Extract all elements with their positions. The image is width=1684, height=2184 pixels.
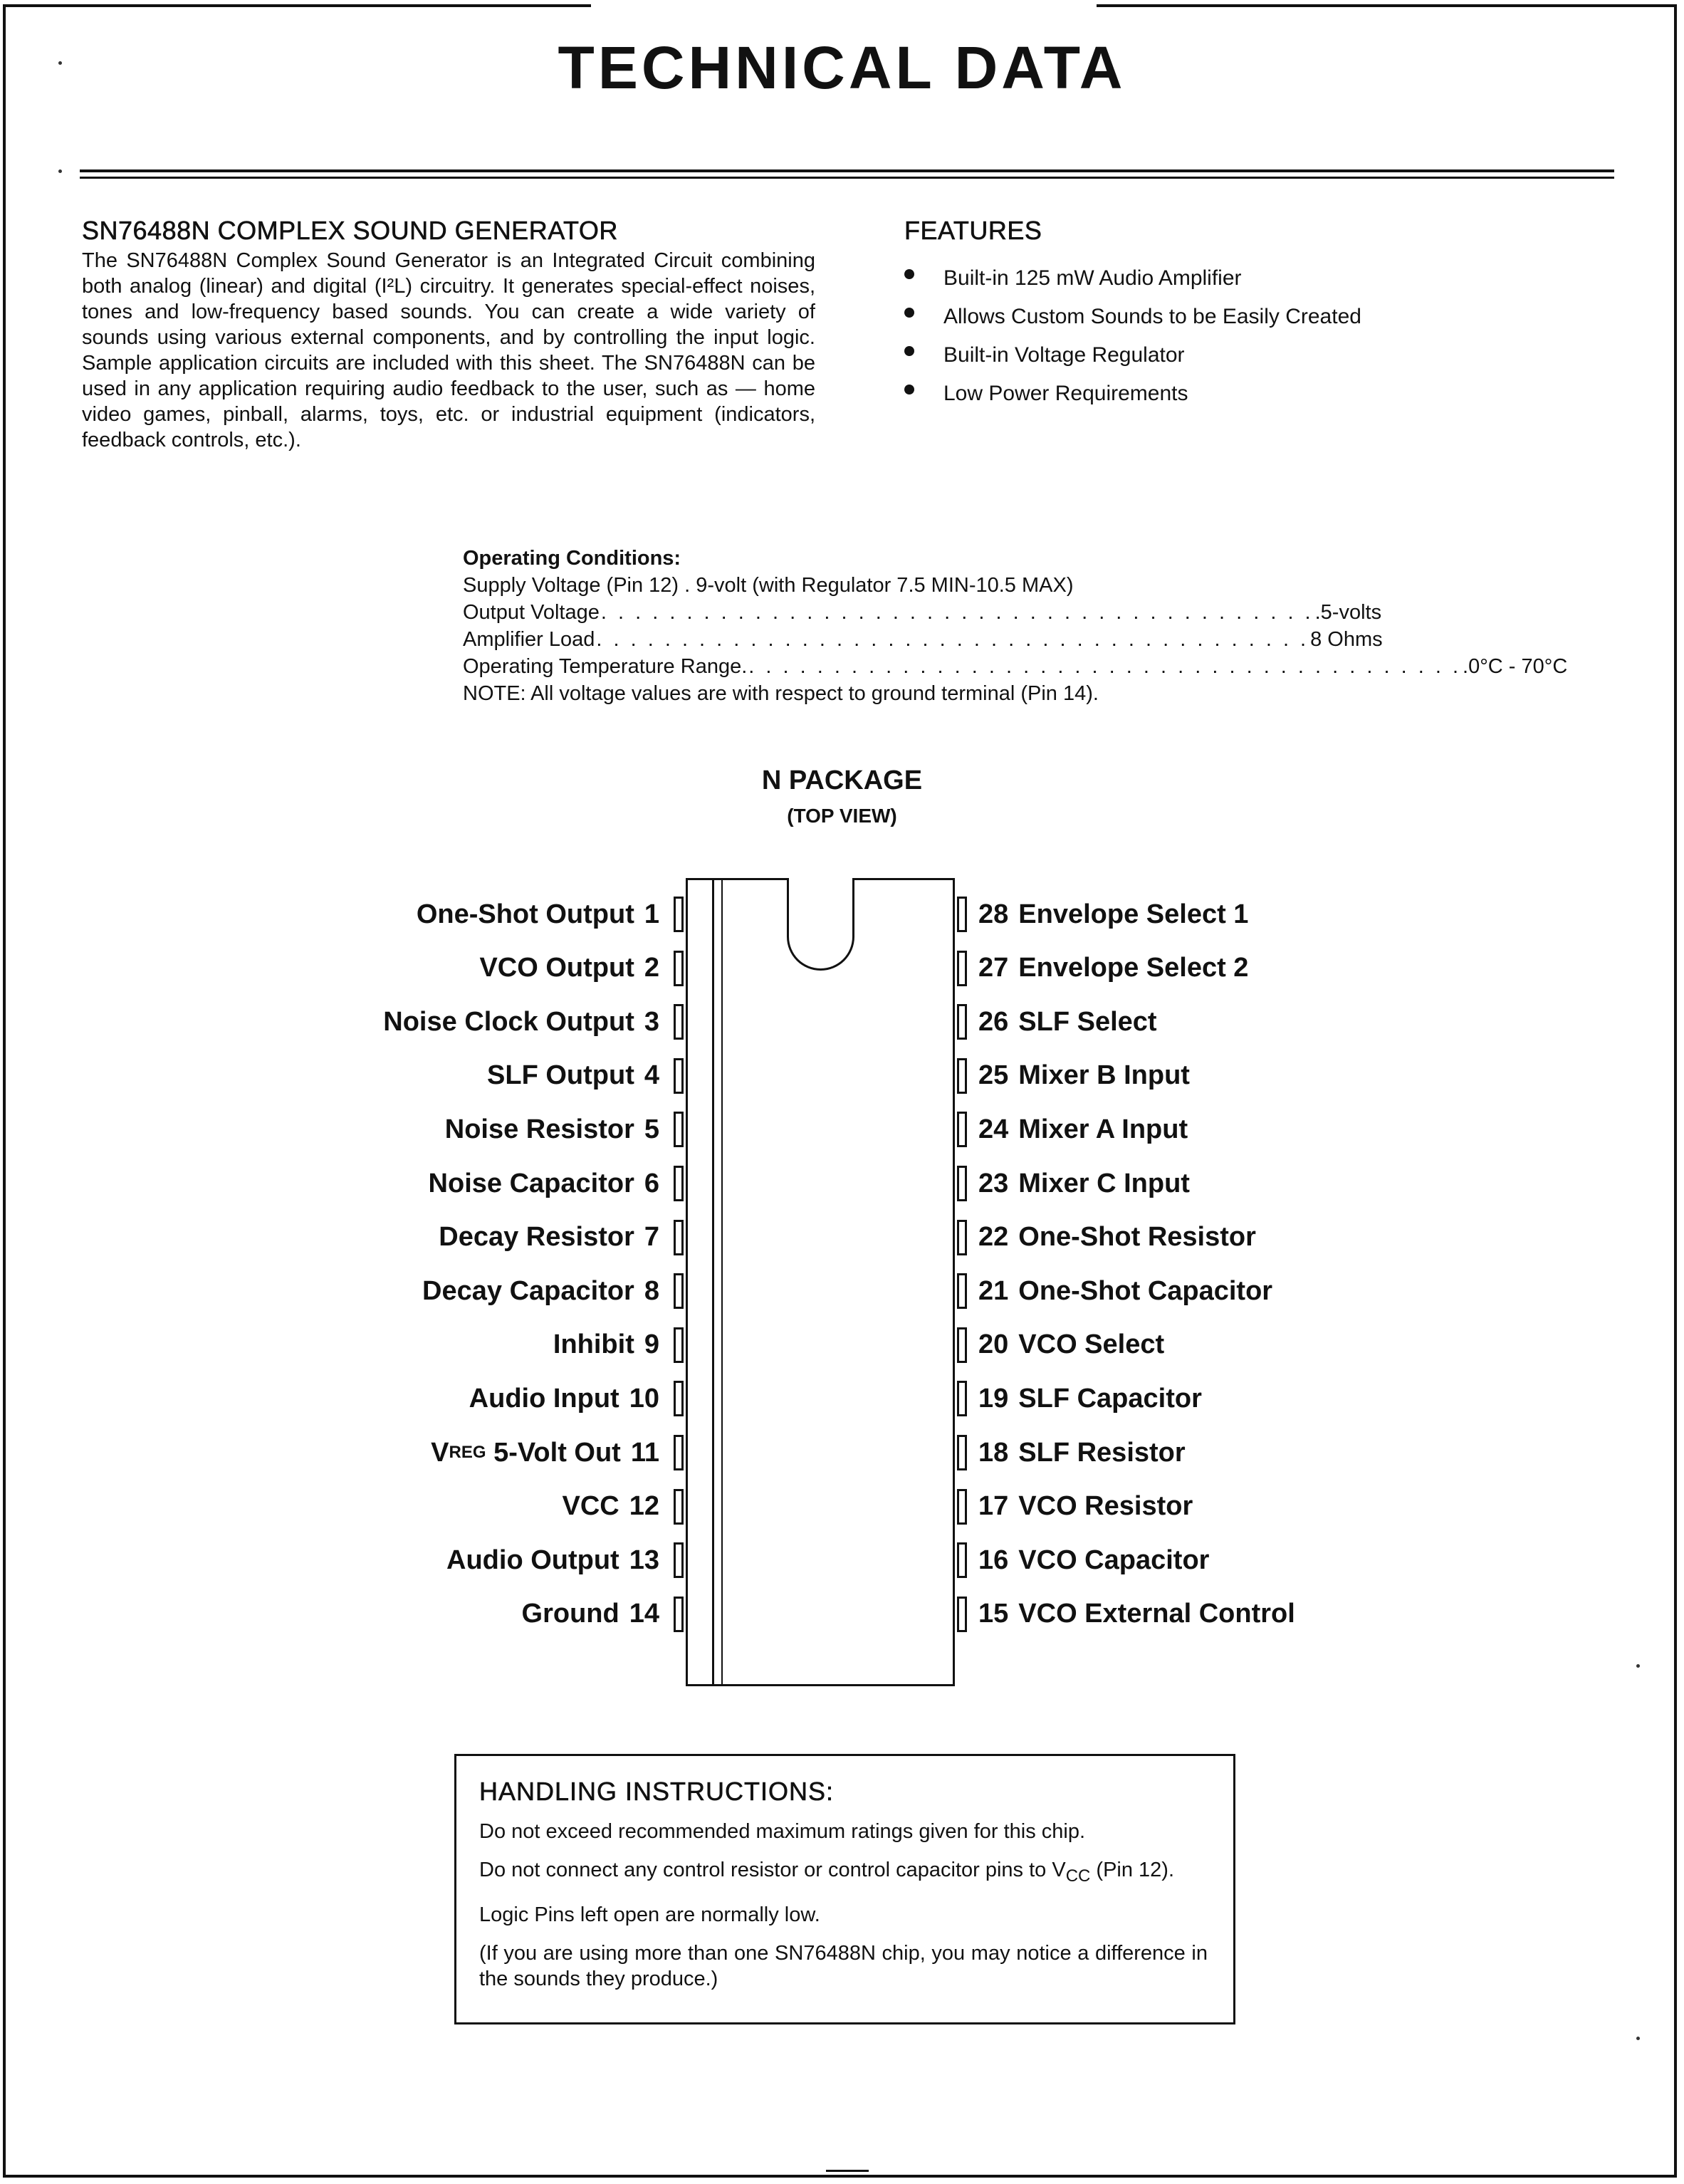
handling-line: (If you are using more than one SN76488N chip, you may notice a difference in the sounds they produce.)	[479, 1941, 1208, 1990]
pin-label-left	[214, 1379, 669, 1418]
pin-lead	[957, 1381, 967, 1416]
scan-speck	[58, 61, 62, 65]
pin-name: Envelope Select 2	[1018, 953, 1249, 983]
page-title: TECHNICAL DATA	[558, 34, 1126, 101]
feature-item: Allows Custom Sounds to be Easily Created	[904, 298, 1652, 336]
pin-number: 20	[978, 1329, 1009, 1360]
features-section	[904, 216, 1652, 413]
pin-label-right	[968, 1594, 1609, 1634]
pin-label-right	[968, 1540, 1609, 1580]
pin-name: SLF Output	[487, 1060, 634, 1091]
pin-number: 5	[644, 1114, 659, 1144]
scan-speck	[1636, 2037, 1640, 2040]
handling-line: Do not connect any control resistor or control capacitor pins to $V_{CC}$ (Pin 12).	[479, 1859, 1175, 1886]
ic-body-edge-line	[712, 878, 714, 1686]
pin-label-right	[968, 1325, 1609, 1365]
pin-label-left	[214, 1164, 669, 1203]
pin-number: 15	[978, 1599, 1009, 1629]
pin-number: 11	[630, 1437, 659, 1468]
page-frame-top-left	[3, 4, 591, 7]
pin-label-left	[214, 1002, 669, 1042]
product-description	[82, 248, 815, 453]
pin-name: One-Shot Capacitor	[1018, 1275, 1273, 1306]
pin-number: 26	[978, 1006, 1009, 1037]
pin-number: 19	[978, 1383, 1009, 1414]
feature-item: Built-in Voltage Regulator	[904, 336, 1652, 375]
pin-number: 21	[978, 1275, 1009, 1306]
pin-number: 2	[644, 953, 659, 983]
pin-lead	[957, 1489, 967, 1525]
pin-lead	[674, 1327, 684, 1363]
pin-number: 7	[644, 1222, 659, 1253]
pin-name: VCO External Control	[1018, 1599, 1295, 1629]
feature-item: Built-in 125 mW Audio Amplifier	[904, 259, 1652, 298]
pin-lead	[957, 897, 967, 932]
pin-lead	[957, 1004, 967, 1040]
pin-lead	[674, 1597, 684, 1632]
product-description-text: The SN76488N Complex Sound Generator is an Integrated Circuit combining both analog (linear) and digital (I²L) circuitry. It generates special-effect noises, tones and low-frequency based sounds. You can create a wide variety of sounds using various external components, and by controlling the input logic. Sample application circuits are included with this sheet. The SN76488N can be used in any application requiring audio feedback to the user, such as — home video games, pinball, alarms, toys, etc. or industrial equipment (indicators, feedback controls, etc.).	[82, 249, 815, 451]
ic-body	[686, 878, 955, 1686]
operating-conditions	[463, 545, 1568, 707]
pin-lead	[957, 1597, 967, 1632]
pin-label-left	[214, 1056, 669, 1096]
pin-name: SLF Capacitor	[1018, 1383, 1202, 1414]
pin-label-left	[214, 1540, 669, 1580]
dot-leader: . . . . . . . . . . . . . . . . . . . . . . . . . . . . . . . . . . . . . . . . . .	[600, 601, 1314, 624]
pin-lead	[674, 1166, 684, 1201]
pin-name: SLF Select	[1018, 1006, 1157, 1037]
bullet-icon	[904, 269, 914, 279]
bullet-icon	[904, 308, 914, 318]
pin-name: Audio Input	[469, 1383, 619, 1414]
pin-label-left	[214, 1218, 669, 1258]
pin-number: 17	[978, 1491, 1009, 1522]
pin-label-right	[968, 1271, 1609, 1311]
pin-name: Audio Output	[446, 1545, 619, 1575]
product-heading: SN76488N COMPLEX SOUND GENERATOR	[82, 216, 618, 245]
pin-number: 8	[644, 1275, 659, 1306]
bottom-mark	[826, 2170, 869, 2172]
page-frame-bottom	[3, 2175, 1677, 2178]
pin-lead	[674, 1489, 684, 1525]
pin-lead	[957, 1058, 967, 1094]
pin-lead	[957, 1542, 967, 1578]
pin-number: 25	[978, 1060, 1009, 1091]
pin-number: 10	[629, 1383, 659, 1414]
pin-number: 1	[644, 899, 659, 929]
page-frame-right	[1674, 4, 1677, 2178]
pin-name: VCO Resistor	[1018, 1491, 1193, 1522]
pin-label-right	[968, 1379, 1609, 1418]
feature-item: Low Power Requirements	[904, 375, 1652, 413]
operating-conditions-heading: Operating Conditions:	[463, 547, 681, 570]
handling-line: Do not exceed recommended maximum ratings given for this chip.	[479, 1820, 1086, 1843]
pin-name: Mixer B Input	[1018, 1060, 1190, 1091]
pin-label-right	[968, 949, 1609, 988]
dot-leader: . . . . . . . . . . . . . . . . . . . . . . . . . . . . . . . . . . . . . . . . . .	[748, 655, 1462, 678]
title-rule-top	[80, 169, 1614, 172]
bullet-icon	[904, 346, 914, 356]
pin-label-left	[214, 1433, 669, 1473]
page-frame-left	[3, 4, 6, 2178]
pin-label-right	[968, 1433, 1609, 1473]
condition-row: Operating Temperature Range. . . . . . . . . . . . . . . . . . . . . . . . . . . . . . . . . . . . . . . . . . . .0°C - 70°C	[463, 653, 1196, 680]
pin-number: 14	[629, 1599, 659, 1629]
ic-notch	[787, 878, 854, 971]
scan-speck	[58, 169, 62, 173]
pin-lead	[674, 1435, 684, 1470]
pin-label-left	[214, 1594, 669, 1634]
pin-label-right	[968, 1218, 1609, 1258]
ic-body-edge-line	[721, 878, 723, 1686]
pin-lead	[674, 1220, 684, 1255]
pin-name: Decay Resistor	[439, 1222, 634, 1253]
pin-lead	[674, 951, 684, 986]
pin-lead	[674, 1542, 684, 1578]
pin-name: Decay Capacitor	[422, 1275, 634, 1306]
pin-number: 22	[978, 1222, 1009, 1253]
pin-name: VCO Select	[1018, 1329, 1165, 1360]
pin-name: Mixer C Input	[1018, 1168, 1190, 1198]
condition-row: Output Voltage . . . . . . . . . . . . . . . . . . . . . . . . . . . . . . . . . . . . . . . . . . .5-volts	[463, 599, 1196, 626]
pin-lead	[957, 951, 967, 986]
pin-number: 13	[629, 1545, 659, 1575]
features-list	[904, 259, 1652, 413]
pin-lead	[674, 1112, 684, 1147]
pin-lead	[957, 1112, 967, 1147]
bullet-icon	[904, 385, 914, 395]
pin-lead	[957, 1166, 967, 1201]
pin-name: One-Shot Resistor	[1018, 1222, 1256, 1253]
pin-label-right	[968, 1109, 1609, 1149]
pin-number: 28	[978, 899, 1009, 929]
pin-label-right	[968, 894, 1609, 934]
pin-label-left	[214, 1109, 669, 1149]
handling-instructions	[454, 1754, 1235, 2024]
pin-name: Mixer A Input	[1018, 1114, 1188, 1144]
title-rule-bottom	[80, 177, 1614, 179]
pin-number: 4	[644, 1060, 659, 1091]
pin-number: 3	[644, 1006, 659, 1037]
pin-label-left	[214, 894, 669, 934]
pin-label-left	[214, 1487, 669, 1527]
pin-label-right	[968, 1164, 1609, 1203]
pin-number: 6	[644, 1168, 659, 1198]
scan-speck	[1636, 1664, 1640, 1668]
supply-voltage-row: Supply Voltage (Pin 12) . 9-volt (with Regulator 7.5 MIN-10.5 MAX)	[463, 574, 1074, 597]
pin-number: 23	[978, 1168, 1009, 1198]
pin-name: Ground	[521, 1599, 619, 1629]
pin-name: One-Shot Output	[416, 899, 634, 929]
handling-line: Logic Pins left open are normally low.	[479, 1903, 820, 1926]
pin-lead	[957, 1435, 967, 1470]
pin-label-left	[214, 1325, 669, 1365]
package-subtitle: (TOP VIEW)	[787, 805, 897, 827]
pin-lead	[674, 897, 684, 932]
handling-heading: HANDLING INSTRUCTIONS:	[479, 1777, 835, 1806]
pin-name: VCC	[562, 1491, 619, 1522]
voltage-note: NOTE: All voltage values are with respect to ground terminal (Pin 14).	[463, 682, 1099, 705]
page-frame-top-right	[1097, 4, 1677, 7]
pin-lead	[957, 1273, 967, 1309]
pin-name: Noise Clock Output	[383, 1006, 634, 1037]
pin-number: 16	[978, 1545, 1009, 1575]
pin-number: 27	[978, 953, 1009, 983]
pin-name-subscript: REG	[449, 1443, 486, 1462]
dot-leader: . . . . . . . . . . . . . . . . . . . . . . . . . . . . . . . . . . . . . . . . . .	[596, 628, 1309, 651]
pin-name: Inhibit	[553, 1329, 634, 1360]
pin-name: VCO Capacitor	[1018, 1545, 1210, 1575]
pin-number: 9	[644, 1329, 659, 1360]
pin-name-suffix: 5-Volt Out	[486, 1437, 621, 1468]
pin-label-right	[968, 1487, 1609, 1527]
pin-name: SLF Resistor	[1018, 1437, 1186, 1468]
pin-name: V	[431, 1437, 449, 1468]
pin-lead	[957, 1220, 967, 1255]
pin-lead	[957, 1327, 967, 1363]
pin-label-right	[968, 1056, 1609, 1096]
pin-number: 24	[978, 1114, 1009, 1144]
pin-number: 18	[978, 1437, 1009, 1468]
pin-label-left	[214, 1271, 669, 1311]
features-heading: FEATURES	[904, 216, 1042, 245]
pin-name: VCO Output	[479, 953, 634, 983]
pin-name: Noise Resistor	[444, 1114, 634, 1144]
pin-lead	[674, 1381, 684, 1416]
pin-number: 12	[629, 1491, 659, 1522]
condition-row: Amplifier Load . . . . . . . . . . . . . . . . . . . . . . . . . . . . . . . . . . . . . . . . . . 8 Ohms	[463, 626, 1196, 653]
package-title: N PACKAGE	[761, 766, 923, 795]
pin-label-left	[214, 949, 669, 988]
pin-name: Envelope Select 1	[1018, 899, 1249, 929]
pin-name: Noise Capacitor	[428, 1168, 634, 1198]
pin-lead	[674, 1273, 684, 1309]
pin-lead	[674, 1058, 684, 1094]
pin-label-right	[968, 1002, 1609, 1042]
pin-lead	[674, 1004, 684, 1040]
